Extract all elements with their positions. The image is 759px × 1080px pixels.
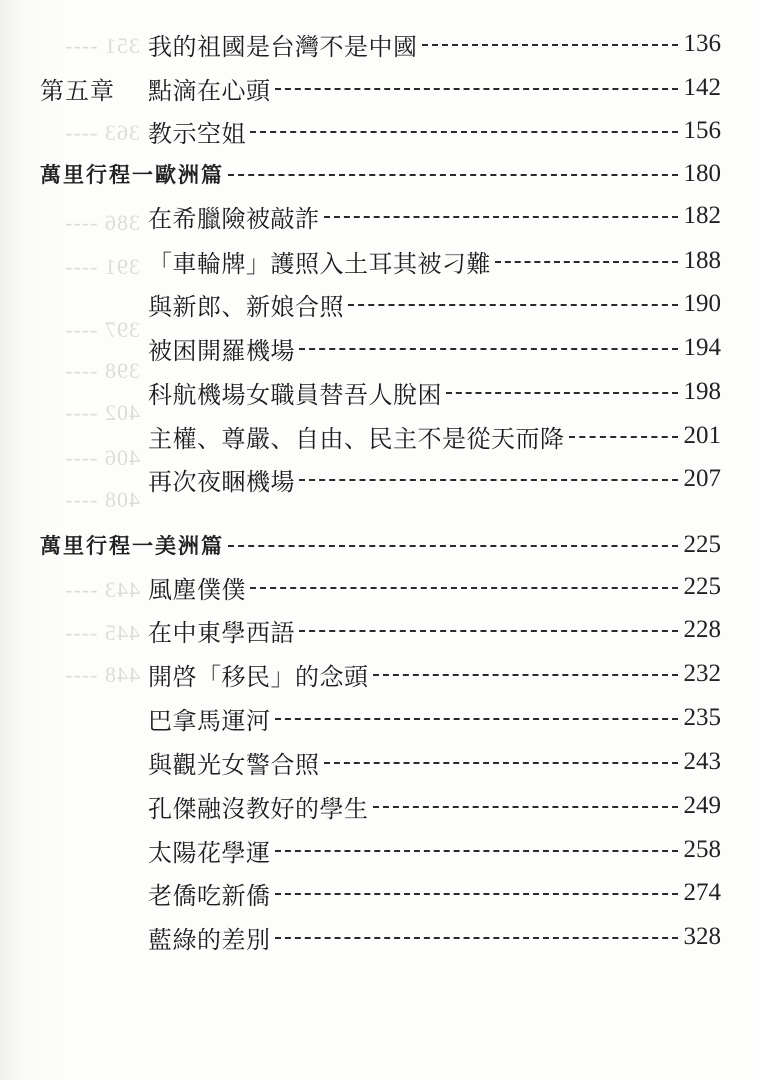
toc-page-number: 136 xyxy=(683,30,721,57)
ghost-number: 443 ---- xyxy=(64,577,140,602)
dot-leader xyxy=(299,479,678,481)
toc-entry-title: 巴拿馬運河 xyxy=(148,706,271,735)
toc-entry xyxy=(148,920,721,955)
toc-entry-title: 在中東學西語 xyxy=(148,618,295,647)
toc-entry-title: 我的祖國是台灣不是中國 xyxy=(148,32,418,61)
toc-page-number: 180 xyxy=(683,160,721,187)
toc-page-number: 198 xyxy=(683,378,721,405)
toc-row xyxy=(0,24,759,64)
toc-row xyxy=(0,284,759,324)
toc-page-number: 328 xyxy=(683,923,721,950)
toc-page-number: 182 xyxy=(683,202,721,229)
toc-row xyxy=(0,111,759,151)
toc-page-number: 232 xyxy=(683,660,721,687)
toc-entry-title: 被困開羅機場 xyxy=(148,336,295,365)
toc-page-number: 207 xyxy=(683,465,721,492)
dot-leader xyxy=(348,304,678,306)
toc-row xyxy=(0,372,759,412)
toc-entry-title: 與觀光女警合照 xyxy=(148,750,320,779)
toc-page-number: 243 xyxy=(683,748,721,775)
toc-page-number: 225 xyxy=(683,531,721,558)
toc-entry-title: 老僑吃新僑 xyxy=(148,881,271,910)
toc-entry-title: 太陽花學運 xyxy=(148,838,271,867)
toc-entry xyxy=(148,375,721,410)
toc-entry-title: 開啓「移民」的念頭 xyxy=(148,662,369,691)
toc-entry xyxy=(148,657,721,692)
dot-leader xyxy=(422,44,678,46)
ghost-number: 402 ---- xyxy=(64,400,140,425)
toc-page-number: 188 xyxy=(683,247,721,274)
toc-entry-title: 主權、尊嚴、自由、民主不是從天而降 xyxy=(148,424,565,453)
dot-leader xyxy=(228,545,678,547)
toc-row xyxy=(0,610,759,650)
toc-entry-title: 孔傑融沒教好的學生 xyxy=(148,794,369,823)
dot-leader xyxy=(446,392,678,394)
section-title: 萬里行程一歐洲篇 xyxy=(40,162,224,187)
toc-page-number: 258 xyxy=(683,836,721,863)
ghost-number: 351 ---- xyxy=(64,33,140,58)
toc-entry xyxy=(148,833,721,868)
toc-page-number: 201 xyxy=(683,422,721,449)
toc-section-heading xyxy=(40,530,721,560)
toc-row xyxy=(0,154,759,194)
ghost-number: 397 ---- xyxy=(64,317,140,342)
toc-entry xyxy=(148,419,721,454)
toc-entry-title: 藍綠的差別 xyxy=(148,925,271,954)
toc-entry-title: 教示空姐 xyxy=(148,119,246,148)
toc-page-number: 228 xyxy=(683,616,721,643)
dot-leader xyxy=(299,348,678,350)
toc-row xyxy=(0,786,759,826)
dot-leader xyxy=(495,261,678,263)
toc-entry xyxy=(148,570,721,605)
toc-row xyxy=(0,196,759,236)
ghost-number: 386 ---- xyxy=(64,210,140,235)
toc-row xyxy=(0,917,759,957)
toc-row xyxy=(0,525,759,565)
toc-entry xyxy=(148,745,721,780)
toc-page-number: 225 xyxy=(683,573,721,600)
toc-row xyxy=(0,742,759,782)
dot-leader xyxy=(275,718,678,720)
ghost-number: 408 ---- xyxy=(64,487,140,512)
toc-row xyxy=(0,873,759,913)
toc-entry xyxy=(148,876,721,911)
dot-leader xyxy=(373,674,678,676)
dot-leader xyxy=(299,630,678,632)
toc-entry xyxy=(148,331,721,366)
toc-page-number: 142 xyxy=(683,74,721,101)
toc-page-number: 190 xyxy=(683,290,721,317)
toc-entry-title: 科航機場女職員替吾人脫困 xyxy=(148,380,442,409)
section-title: 萬里行程一美洲篇 xyxy=(40,533,224,558)
toc-page-number: 194 xyxy=(683,334,721,361)
toc-entry-title: 與新郎、新娘合照 xyxy=(148,292,344,321)
toc-page-number: 249 xyxy=(683,792,721,819)
dot-leader xyxy=(569,436,678,438)
toc-entry xyxy=(148,789,721,824)
toc-row xyxy=(0,654,759,694)
dot-leader xyxy=(228,174,678,176)
ghost-number: 363 ---- xyxy=(64,120,140,145)
toc-entry xyxy=(148,287,721,322)
toc-row xyxy=(0,830,759,870)
toc-row xyxy=(0,416,759,456)
toc-row xyxy=(0,698,759,738)
toc-page-number: 156 xyxy=(683,117,721,144)
dot-leader xyxy=(275,88,678,90)
toc-row xyxy=(0,328,759,368)
toc-row xyxy=(0,68,759,108)
toc-entry-title: 「車輪牌」護照入土耳其被刁難 xyxy=(148,249,491,278)
toc-entry xyxy=(148,71,721,106)
toc-entry xyxy=(148,462,721,497)
toc-entry xyxy=(148,701,721,736)
ghost-number: 406 ---- xyxy=(64,445,140,470)
toc-entry xyxy=(148,114,721,149)
toc-entry xyxy=(148,613,721,648)
ghost-number: 445 ---- xyxy=(64,620,140,645)
chapter-label: 第五章 xyxy=(40,76,115,105)
toc-entry xyxy=(148,244,721,279)
dot-leader xyxy=(275,850,678,852)
dot-leader xyxy=(275,893,678,895)
ghost-number: 398 ---- xyxy=(64,358,140,383)
dot-leader xyxy=(324,762,678,764)
toc-section-heading xyxy=(40,159,721,189)
ghost-number: 448 ---- xyxy=(64,662,140,687)
toc-entry-title: 再次夜睏機場 xyxy=(148,467,295,496)
toc-row xyxy=(0,567,759,607)
toc-entry xyxy=(148,27,721,62)
toc-page-number: 274 xyxy=(683,879,721,906)
dot-leader xyxy=(275,937,678,939)
toc-entry xyxy=(148,199,721,234)
dot-leader xyxy=(324,216,678,218)
dot-leader xyxy=(373,806,678,808)
toc-page-number: 235 xyxy=(683,704,721,731)
dot-leader xyxy=(250,587,678,589)
toc-row xyxy=(0,459,759,499)
toc-entry-title: 風塵僕僕 xyxy=(148,575,246,604)
toc-entry-title: 點滴在心頭 xyxy=(148,76,271,105)
dot-leader xyxy=(250,131,678,133)
ghost-number: 391 ---- xyxy=(64,254,140,279)
toc-row xyxy=(0,241,759,281)
toc-entry-title: 在希臘險被敲詐 xyxy=(148,204,320,233)
